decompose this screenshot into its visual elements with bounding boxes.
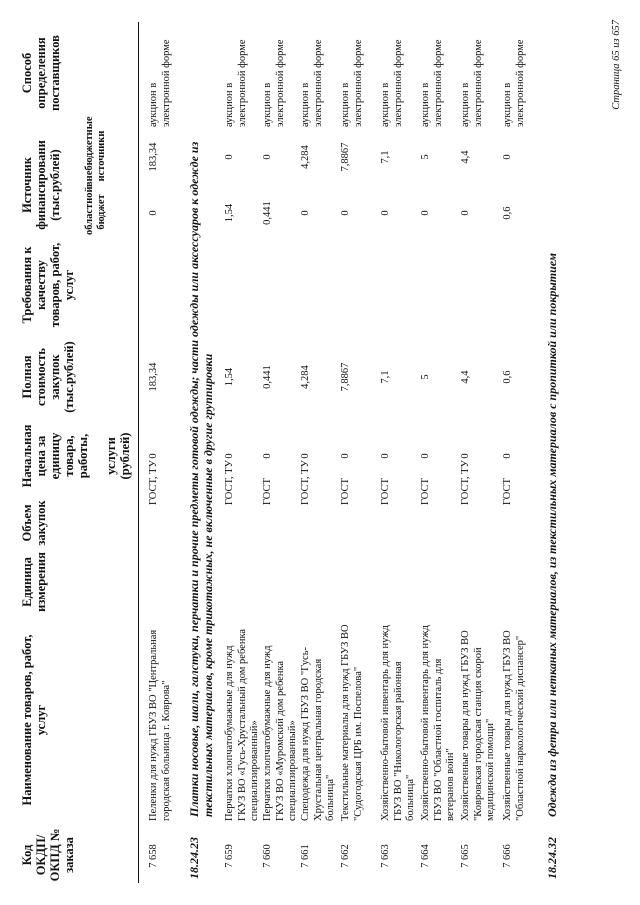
group-heading xyxy=(188,117,215,877)
regional-budget: 0,441 xyxy=(262,201,273,225)
header-source-extra: внебюджетные источники xyxy=(84,116,107,187)
order-number: 7 661 xyxy=(300,844,311,868)
header-unit: Единица измерения xyxy=(20,552,48,612)
regional-budget: 0 xyxy=(300,210,311,216)
header-price-unit: услуги (рублей) xyxy=(104,432,132,480)
total-cost: 5 xyxy=(420,374,431,380)
total-cost: 7,1 xyxy=(380,370,391,384)
page-number: Страница 65 из 657 xyxy=(611,20,622,110)
procurement-method: аукцион в электронной форме xyxy=(460,39,484,127)
header-requirements: Требования к качеству товаров, работ, услуг xyxy=(20,242,76,328)
procurement-method: аукцион в электронной форме xyxy=(420,39,444,127)
quality-requirements: ГОСТ, ТУ xyxy=(300,460,311,505)
group-heading xyxy=(546,117,560,877)
unit-price: 0 xyxy=(340,453,351,459)
quality-requirements: ГОСТ, ТУ xyxy=(148,460,159,505)
regional-budget: 0,6 xyxy=(502,206,513,220)
order-number: 7 664 xyxy=(420,844,431,868)
item-name: Хозяйственные товары для нужд ГБУЗ ВО "Ковровская городская станция скорой медицинской помощи" xyxy=(460,630,496,821)
total-cost: 183,34 xyxy=(148,362,159,392)
procurement-method: аукцион в электронной форме xyxy=(224,39,248,127)
extrabudgetary-sources: 0 xyxy=(262,154,273,160)
header-price: Начальная цена за единицу товара, работы, xyxy=(20,424,90,488)
total-cost: 1,54 xyxy=(224,367,235,387)
unit-price: 0 xyxy=(460,453,471,459)
item-name: Спецодежда для нужд ГБУЗ ВО "Гусь-Хрустальная центральная городская больница" xyxy=(300,647,336,821)
procurement-method: аукцион в электронной форме xyxy=(148,39,172,127)
item-name: Пеленки для нужд ГБУЗ ВО "Центральная городская больница г. Коврова" xyxy=(148,629,172,821)
unit-price: 0 xyxy=(148,453,159,459)
order-number: 7 666 xyxy=(502,844,513,868)
order-number: 7 660 xyxy=(262,844,273,868)
regional-budget: 0 xyxy=(460,210,471,216)
extrabudgetary-sources: 7,1 xyxy=(380,150,391,164)
total-cost: 0,441 xyxy=(262,365,273,389)
header-source-regional: областной бюджет xyxy=(84,186,107,235)
total-cost: 4,284 xyxy=(300,365,311,389)
regional-budget: 0 xyxy=(340,210,351,216)
procurement-method: аукцион в электронной форме xyxy=(340,39,364,127)
extrabudgetary-sources: 183,34 xyxy=(148,142,159,172)
extrabudgetary-sources: 7,8867 xyxy=(340,142,351,172)
quality-requirements: ГОСТ, ТУ xyxy=(460,460,471,505)
group-title: Одежда из фетра или нетканых материалов, из текстильных материалов с пропиткой или покрытием xyxy=(545,252,559,817)
header-name: Наименование товаров, работ, услуг xyxy=(20,634,48,806)
quality-requirements: ГОСТ xyxy=(380,478,391,505)
order-number: 7 665 xyxy=(460,844,471,868)
extrabudgetary-sources: 0 xyxy=(224,154,235,160)
unit-price: 0 xyxy=(420,453,431,459)
header-code: Код ОКДП/ ОКПД № заказа xyxy=(20,828,76,882)
order-number: 7 663 xyxy=(380,844,391,868)
order-number: 7 662 xyxy=(340,844,351,868)
extrabudgetary-sources: 0 xyxy=(502,154,513,160)
unit-price: 0 xyxy=(300,453,311,459)
extrabudgetary-sources: 4,4 xyxy=(460,150,471,164)
quality-requirements: ГОСТ xyxy=(262,478,273,505)
procurement-method: аукцион в электронной форме xyxy=(262,39,286,127)
item-name: Перчатки хлопчатобумажные для нужд ГКУЗ ВО «Муромский дом ребенка специализированный» xyxy=(262,645,298,821)
regional-budget: 0 xyxy=(380,210,391,216)
item-name: Хозяйственные товары для нужд ГБУЗ ВО "Областной наркологический диспансер" xyxy=(502,630,526,821)
total-cost: 4,4 xyxy=(460,370,471,384)
order-number: 7 659 xyxy=(224,844,235,868)
header-volume: Объем закупок xyxy=(20,500,48,546)
regional-budget: 0 xyxy=(420,210,431,216)
total-cost: 0,6 xyxy=(502,370,513,384)
procurement-method: аукцион в электронной форме xyxy=(300,39,324,127)
procurement-method: аукцион в электронной форме xyxy=(380,39,404,127)
quality-requirements: ГОСТ, ТУ xyxy=(224,460,235,505)
group-title: Платки носовые, шали, галстуки, перчатки и прочие предметы готовой одежды; части одежды или аксессуаров к одежде из текстильных материалов, кроме трикотажных, не включенные в другие группировки xyxy=(187,141,215,817)
extrabudgetary-sources: 5 xyxy=(420,154,431,160)
unit-price: 0 xyxy=(502,453,513,459)
item-name: Перчатки хлопчатобумажные для нужд ГКУЗ ВО «Гусь-Хрустальный дом ребенка специализированный» xyxy=(224,628,260,821)
group-code: 18.24.32 xyxy=(545,837,559,879)
quality-requirements: ГОСТ xyxy=(502,478,513,505)
header-total: Полная стоимость закупок (тыс.рублей) xyxy=(20,341,76,413)
header-divider xyxy=(138,22,139,883)
item-name: Текстильные материалы для нужд ГБУЗ ВО "Судогодская ЦРБ им. Поспелова" xyxy=(340,624,364,821)
order-number: 7 658 xyxy=(148,844,159,868)
group-code: 18.24.23 xyxy=(187,837,201,879)
total-cost: 7,8867 xyxy=(340,362,351,392)
item-name: Хозяйственно-бытовой инвентарь для нужд ГБУЗ ВО "Областной госпиталь для ветеранов войн" xyxy=(420,625,456,821)
quality-requirements: ГОСТ xyxy=(340,478,351,505)
item-name: Хозяйственно-бытовой инвентарь для нужд ГБУЗ ВО "Никологорская районная больница" xyxy=(380,625,416,821)
header-method: Способ определения поставщиков xyxy=(20,35,62,111)
unit-price: 0 xyxy=(380,453,391,459)
extrabudgetary-sources: 4,284 xyxy=(300,145,311,169)
unit-price: 0 xyxy=(224,453,235,459)
regional-budget: 1,54 xyxy=(224,203,235,223)
header-source: Источник финансировани (тыс.рублей) xyxy=(20,140,62,230)
procurement-method: аукцион в электронной форме xyxy=(502,39,526,127)
regional-budget: 0 xyxy=(148,210,159,216)
quality-requirements: ГОСТ xyxy=(420,478,431,505)
unit-price: 0 xyxy=(262,453,273,459)
